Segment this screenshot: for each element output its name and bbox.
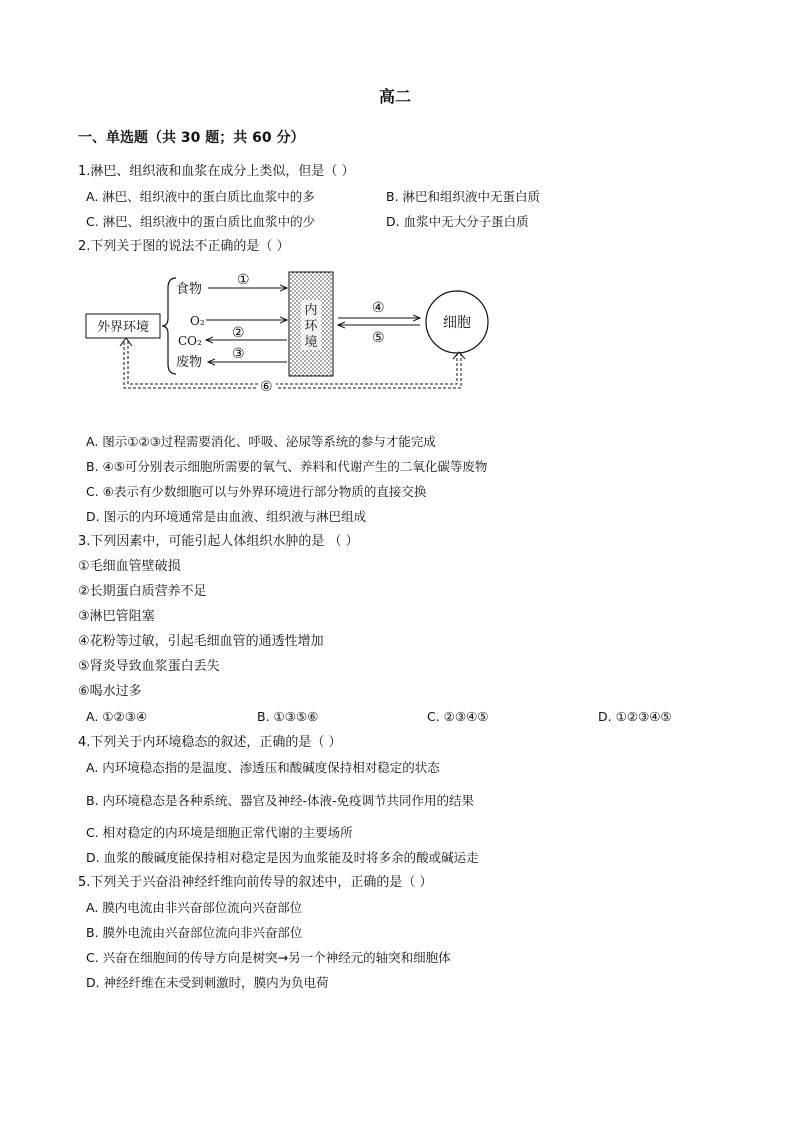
label-waste: 废物: [176, 355, 203, 370]
q3-stem: 3.下列因素中，可能引起人体组织水肿的是 （ ）: [78, 534, 359, 549]
inner-env-char-1: 内: [304, 303, 318, 318]
q4-option-c[interactable]: C. 相对稳定的内环境是细胞正常代谢的主要场所: [86, 825, 353, 840]
q4-option-b[interactable]: B. 内环境稳态是各种系统、器官及神经-体液-免疫调节共同作用的结果: [86, 793, 475, 808]
q2-option-d[interactable]: D. 图示的内环境通常是由血液、组织液与淋巴组成: [86, 509, 367, 524]
page-title: 高二: [379, 87, 412, 106]
q1-option-d[interactable]: D. 血浆中无大分子蛋白质: [386, 214, 529, 229]
q3-option-b[interactable]: B. ①③⑤⑥: [257, 709, 319, 724]
q2-option-a[interactable]: A. 图示①②③过程需要消化、呼吸、泌尿等系统的参与才能完成: [86, 434, 436, 449]
marker-3: ③: [232, 346, 245, 362]
q5-option-c[interactable]: C. 兴奋在细胞间的传导方向是树突→另一个神经元的轴突和细胞体: [86, 950, 451, 965]
q3-item: ④花粉等过敏，引起毛细血管的通透性增加: [78, 634, 324, 649]
q4-stem: 4.下列关于内环境稳态的叙述，正确的是（ ）: [78, 735, 342, 750]
q3-item: ①毛细血管壁破损: [78, 559, 181, 574]
q1-option-b[interactable]: B. 淋巴和组织液中无蛋白质: [386, 189, 541, 204]
outer-env-label: 外界环境: [96, 320, 150, 335]
inner-env-char-3: 境: [304, 335, 318, 350]
cell-label: 细胞: [443, 315, 471, 331]
q1-stem: 1.淋巴、组织液和血浆在成分上类似，但是（ ）: [78, 164, 355, 179]
brace: [162, 278, 176, 374]
marker-5: ⑤: [372, 330, 385, 346]
q3-option-a[interactable]: A. ①②③④: [86, 709, 148, 724]
section-heading: 一、单选题（共 30 题；共 60 分）: [78, 130, 305, 146]
q1-option-c[interactable]: C. 淋巴、组织液中的蛋白质比血浆中的少: [86, 214, 316, 229]
q2-diagram: [80, 264, 510, 400]
q3-option-c[interactable]: C. ②③④⑤: [427, 709, 489, 724]
marker-1: ①: [237, 272, 250, 288]
marker-2: ②: [232, 325, 245, 341]
q2-stem: 2.下列关于图的说法不正确的是（ ）: [78, 239, 290, 254]
q3-item: ⑥喝水过多: [78, 684, 142, 699]
label-co2: CO₂: [178, 334, 202, 348]
q5-stem: 5.下列关于兴奋沿神经纤维向前传导的叙述中，正确的是（ ）: [78, 875, 433, 890]
marker-4: ④: [372, 300, 385, 316]
label-food: 食物: [176, 282, 203, 297]
q5-option-a[interactable]: A. 膜内电流由非兴奋部位流向兴奋部位: [86, 900, 303, 915]
q2-option-b[interactable]: B. ④⑤可分别表示细胞所需要的氧气、养料和代谢产生的二氧化碳等废物: [86, 459, 488, 474]
q3-option-d[interactable]: D. ①②③④⑤: [598, 709, 672, 724]
q3-item: ③淋巴管阻塞: [78, 609, 155, 624]
q4-option-d[interactable]: D. 血浆的酸碱度能保持相对稳定是因为血浆能及时将多余的酸或碱运走: [86, 850, 479, 865]
marker-6: ⑥: [260, 379, 273, 395]
q3-item: ②长期蛋白质营养不足: [78, 584, 207, 599]
q4-option-a[interactable]: A. 内环境稳态指的是温度、渗透压和酸碱度保持相对稳定的状态: [86, 760, 440, 775]
inner-env-char-2: 环: [304, 319, 318, 334]
label-o2: O₂: [190, 314, 205, 328]
q5-option-b[interactable]: B. 膜外电流由兴奋部位流向非兴奋部位: [86, 925, 303, 940]
q2-option-c[interactable]: C. ⑥表示有少数细胞可以与外界环境进行部分物质的直接交换: [86, 484, 427, 499]
q5-option-d[interactable]: D. 神经纤维在未受到刺激时，膜内为负电荷: [86, 975, 329, 990]
q1-option-a[interactable]: A. 淋巴、组织液中的蛋白质比血浆中的多: [86, 189, 315, 204]
q3-item: ⑤肾炎导致血浆蛋白丢失: [78, 659, 220, 674]
